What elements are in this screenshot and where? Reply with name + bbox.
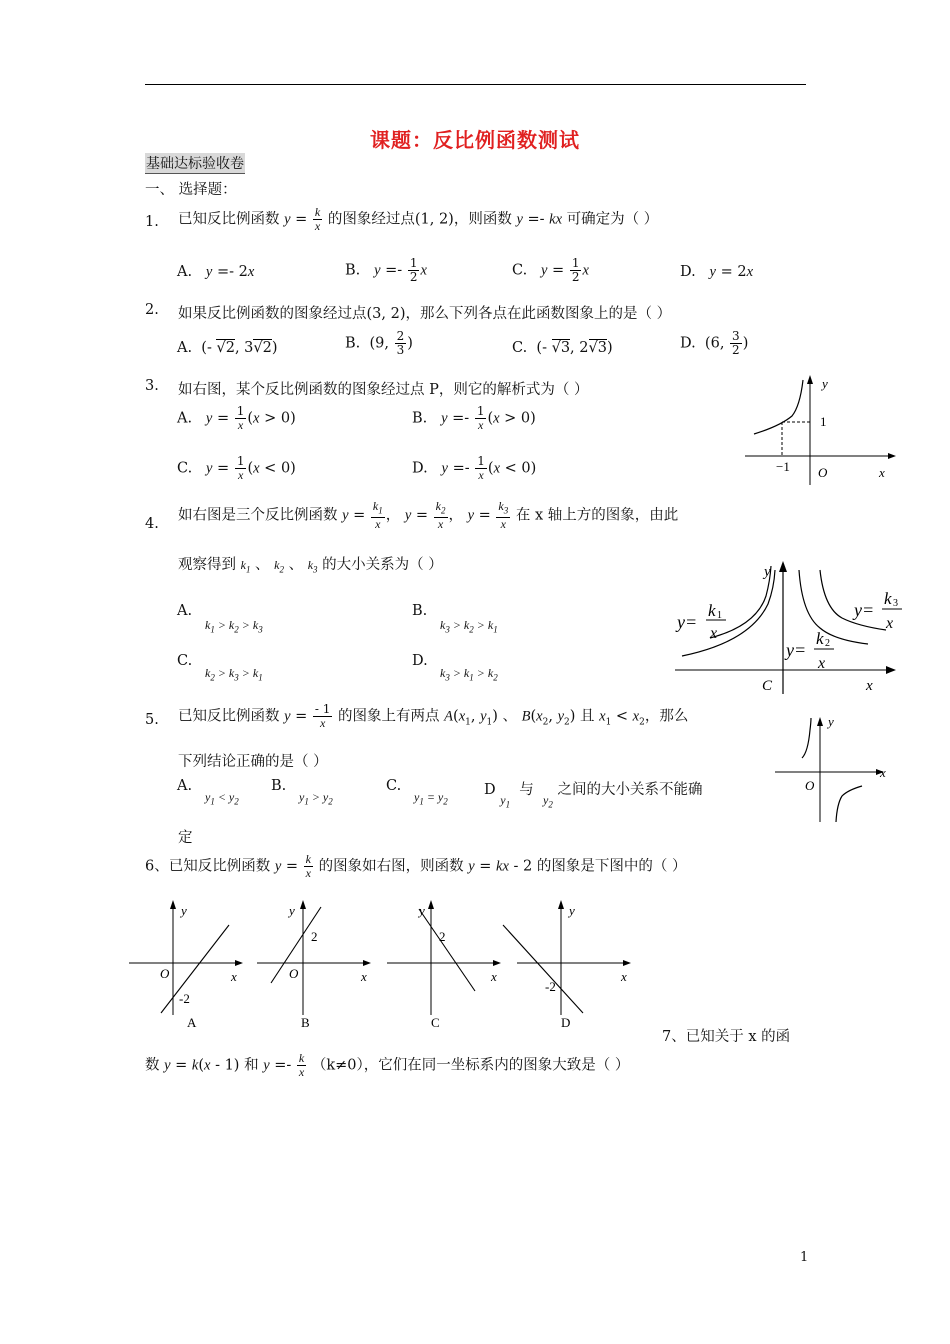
svg-text:y: y xyxy=(764,564,771,580)
svg-text:x: x xyxy=(886,615,894,632)
q2-number: 2. xyxy=(145,302,159,318)
q7-stem: 7、已知关于 x 的函 xyxy=(662,1029,791,1045)
q3-stem: 如右图，某个反比例函数的图象经过点 P，则它的解析式为（ ） xyxy=(178,382,589,398)
q4-fig-c-label: C xyxy=(762,678,773,694)
svg-text:x: x xyxy=(621,969,627,984)
svg-text:k: k xyxy=(708,601,716,620)
svg-text:-2: -2 xyxy=(545,979,556,994)
q2-option-a: A. (- √2, 3√2) xyxy=(177,340,278,356)
q3-fig-origin-label: O xyxy=(818,465,828,480)
q4-fig-x-label: x xyxy=(866,678,873,694)
svg-text:C: C xyxy=(431,1015,440,1030)
header-rule xyxy=(145,84,806,85)
svg-text:x: x xyxy=(231,969,237,984)
q1-option-c: C. y = $\frac{1}{2}$ x xyxy=(512,256,589,284)
svg-text:2: 2 xyxy=(825,638,830,649)
q5-option-c: C. xyxy=(386,778,402,794)
q2-option-b: B. (9, $\frac{2}{3}$ ) xyxy=(345,329,413,357)
q3-number: 3. xyxy=(145,378,159,394)
q4-option-d-expr: $k_3 > k_1 > k_2$ xyxy=(440,666,498,683)
part-heading: 一、 选择题： xyxy=(145,182,237,198)
q5-option-a: A. xyxy=(177,778,193,794)
q5-fig-x-label: x xyxy=(880,765,886,780)
svg-text:y: y xyxy=(419,903,425,918)
q3-figure xyxy=(740,370,900,490)
q1-option-d: D. y = 2x xyxy=(680,264,754,280)
q3-option-c: C. y = $\frac{1}{x}$ (x < 0) xyxy=(177,454,296,482)
q4-number: 4. xyxy=(145,516,159,532)
q6-stem: 6、已知反比例函数 y = $\frac{k}{x}$ 的图象如右图，则函数 y = kx - 2 的图象是下图中的（ ） xyxy=(145,852,687,880)
q1-stem: 已知反比例函数 y = $\frac{k}{x}$ 的图象经过点(1, 2)，则函数 y =- kx 可确定为（ ） xyxy=(178,205,659,233)
q7-stem-line2: 数 y = k(x - 1) 和 y =- $\frac{k}{x}$ （k≠0），它们在同一坐标系内的图象大致是（ ） xyxy=(145,1051,630,1079)
q1-option-b: B. y =- $\frac{1}{2}$ x xyxy=(345,256,427,284)
q5-option-c-expr: $y_1 = y_2$ xyxy=(414,790,448,807)
q3-fig-x-label: x xyxy=(879,465,885,480)
q2-option-c: C. (- √3, 2√3) xyxy=(512,340,613,356)
svg-text:x: x xyxy=(491,969,497,984)
q4-stem: 如右图是三个反比例函数 y = $\frac{k_1}{x}$ ， y = $\frac{k_2}{x}$ ， y = $\frac{k_3}{x}$ 在 x 轴上方的图象，由此 xyxy=(178,499,679,532)
svg-text:y: y xyxy=(569,903,575,918)
q2-stem: 如果反比例函数的图象经过点(3, 2)，那么下列各点在此函数图象上的是（ ） xyxy=(178,306,672,322)
q3-fig-neg-one-label: −1 xyxy=(776,459,790,474)
q4-stem-line2: 观察得到 $k_1$ 、 $k_2$ 、 $k_3$ 的大小关系为（ ） xyxy=(178,557,443,575)
q5-figure xyxy=(770,712,900,830)
q5-option-a-expr: $y_1 < y_2$ xyxy=(205,790,239,807)
q5-option-d: D $_{y_1}$ 与 $_{y_2}$ 之间的大小关系不能确 xyxy=(484,782,703,810)
svg-text:2: 2 xyxy=(311,929,318,944)
svg-text:B: B xyxy=(301,1015,310,1030)
q5-continuation: 定 xyxy=(178,830,193,846)
page-title: 课题：反比例函数测试 xyxy=(370,128,580,152)
q4-option-b-expr: $k_3 > k_2 > k_1$ xyxy=(440,618,498,635)
q1-option-a: A. y =- 2x xyxy=(177,264,255,280)
q2-option-d: D. (6, $\frac{3}{2}$ ) xyxy=(680,329,749,357)
q6-graphs xyxy=(125,895,645,1035)
q4-option-a: A. xyxy=(177,603,193,619)
svg-text:O: O xyxy=(160,966,170,981)
svg-text:D: D xyxy=(561,1015,571,1030)
svg-text:x: x xyxy=(818,655,826,672)
q5-fig-y-label: y xyxy=(828,714,834,729)
q3-fig-y-label: y xyxy=(822,376,828,391)
q6-graph-b xyxy=(257,900,371,1030)
q6-graph-c xyxy=(387,900,501,1030)
svg-text:O: O xyxy=(289,966,299,981)
q5-option-b-expr: $y_1 > y_2$ xyxy=(299,790,333,807)
q5-fig-origin-label: O xyxy=(805,778,815,793)
q3-option-b: B. y =- $\frac{1}{x}$ (x > 0) xyxy=(412,404,536,432)
page-number: 1 xyxy=(800,1250,809,1265)
q4-figure xyxy=(670,556,910,696)
q3-option-d: D. y =- $\frac{1}{x}$ (x < 0) xyxy=(412,454,537,482)
svg-text:k: k xyxy=(816,629,824,648)
section-label: 基础达标验收卷 xyxy=(145,153,245,174)
svg-text:2: 2 xyxy=(439,929,446,944)
q3-fig-one-label: 1 xyxy=(820,414,827,429)
q6-graph-a xyxy=(129,900,243,1030)
svg-text:x: x xyxy=(710,625,718,642)
q1-number: 1. xyxy=(145,214,159,230)
q4-option-c-expr: $k_2 > k_3 > k_1$ xyxy=(205,666,263,683)
q3-option-a: A. y = $\frac{1}{x}$ (x > 0) xyxy=(177,404,296,432)
q5-stem-line2: 下列结论正确的是（ ） xyxy=(178,754,328,770)
svg-text:x: x xyxy=(361,969,367,984)
q4-option-a-expr: $k_1 > k_2 > k_3$ xyxy=(205,618,263,635)
q4-curve-label-k1: y= xyxy=(677,612,698,632)
svg-text:A: A xyxy=(187,1015,197,1030)
q4-option-d: D. xyxy=(412,653,428,669)
svg-text:-2: -2 xyxy=(179,991,190,1006)
svg-text:1: 1 xyxy=(717,610,722,621)
q4-curve-label-k2: y= xyxy=(786,640,807,660)
q5-option-b: B. xyxy=(271,778,287,794)
svg-text:k: k xyxy=(884,589,892,608)
svg-text:y: y xyxy=(289,903,295,918)
q4-curve-label-k3: y= xyxy=(854,600,875,620)
svg-text:y: y xyxy=(181,903,187,918)
q4-option-c: C. xyxy=(177,653,193,669)
q6-graph-d xyxy=(503,900,631,1030)
svg-text:3: 3 xyxy=(893,598,898,609)
q4-option-b: B. xyxy=(412,603,428,619)
q5-stem: 已知反比例函数 y = $\frac{- 1}{x}$ 的图象上有两点 $A(x_1$, $y_1$) 、 $B(x_2$, $y_2$) 且 $x_1 < x_2$，那么 xyxy=(178,702,689,730)
q5-number: 5. xyxy=(145,712,159,728)
